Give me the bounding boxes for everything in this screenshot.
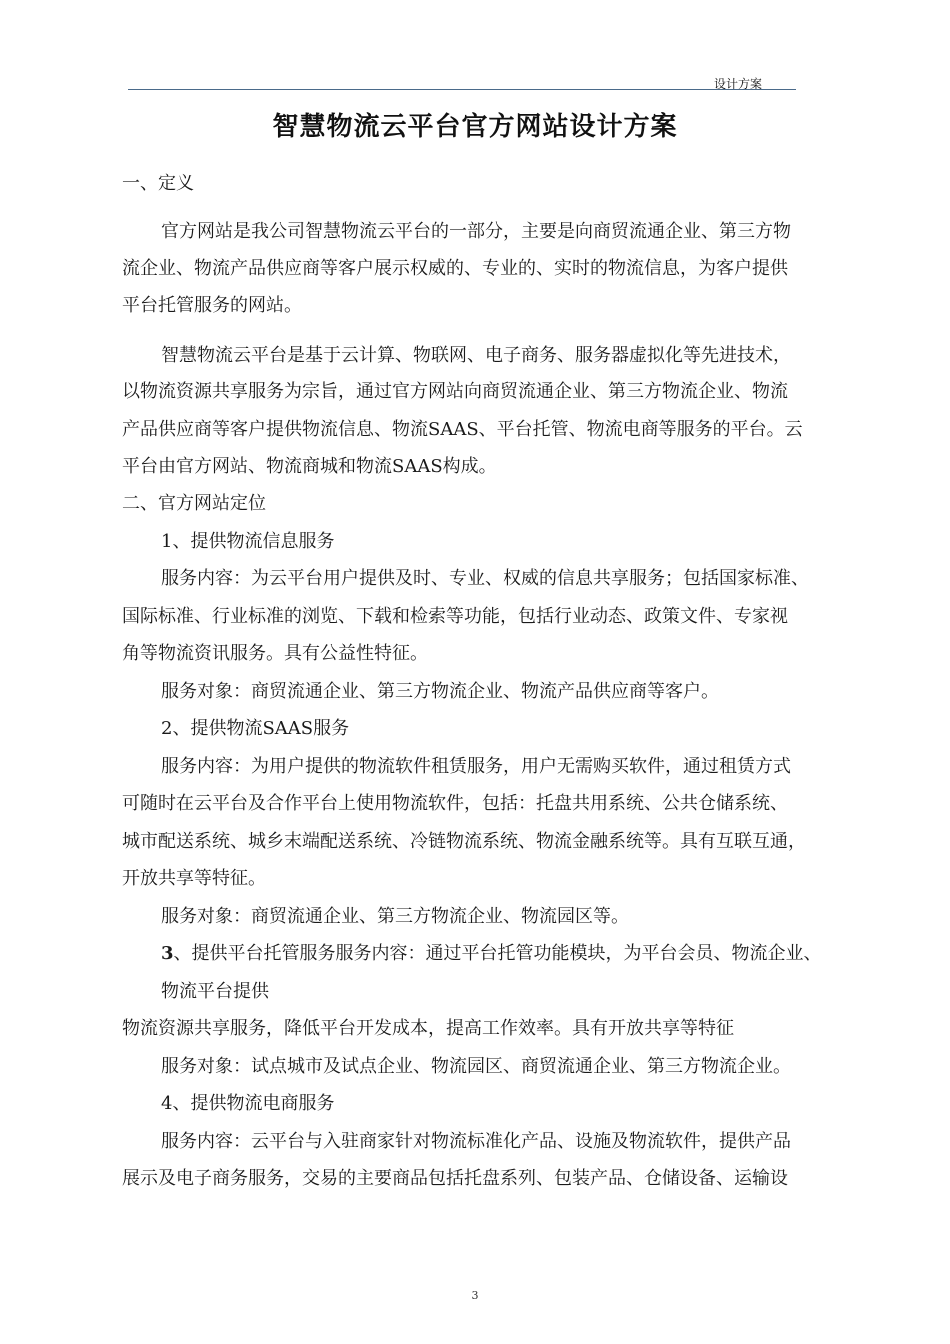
paragraph-line: 角等物流资讯服务。具有公益性特征。: [122, 643, 428, 664]
item-heading: 2、提供物流SAAS服务: [161, 718, 350, 739]
service-target-line: 服务对象：商贸流通企业、第三方物流企业、物流园区等。: [161, 906, 629, 927]
paragraph-line: 展示及电子商务服务，交易的主要商品包括托盘系列、包装产品、仓储设备、运输设: [122, 1168, 788, 1189]
service-target-line: 服务对象：试点城市及试点企业、物流园区、商贸流通企业、第三方物流企业。: [161, 1056, 791, 1077]
paragraph-line: 国际标准、行业标准的浏览、下载和检索等功能，包括行业动态、政策文件、专家视: [122, 606, 788, 627]
paragraph-line: 城市配送系统、城乡末端配送系统、冷链物流系统、物流金融系统等。具有互联互通，: [122, 831, 806, 852]
paragraph-line: 官方网站是我公司智慧物流云平台的一部分，主要是向商贸流通企业、第三方物: [161, 221, 791, 242]
paragraph-line: 以物流资源共享服务为宗旨，通过官方网站向商贸流通企业、第三方物流企业、物流: [122, 381, 788, 402]
item-number: 3: [161, 943, 174, 964]
item-heading: 1、提供物流信息服务: [161, 531, 335, 552]
paragraph-line: 物流资源共享服务，降低平台开发成本，提高工作效率。具有开放共享等特征: [122, 1018, 734, 1039]
paragraph-line: 平台由官方网站、物流商城和物流SAAS构成。: [122, 456, 497, 477]
paragraph-line: 产品供应商等客户提供物流信息、物流SAAS、平台托管、物流电商等服务的平台。云: [122, 419, 803, 440]
header-rule: [128, 89, 796, 90]
section-heading-definition: 一、定义: [122, 173, 194, 194]
paragraph-line: 可随时在云平台及合作平台上使用物流软件，包括：托盘共用系统、公共仓储系统、: [122, 793, 788, 814]
paragraph-line: 服务内容：云平台与入驻商家针对物流标准化产品、设施及物流软件，提供产品: [161, 1131, 791, 1152]
paragraph-line: 流企业、物流产品供应商等客户展示权威的、专业的、实时的物流信息，为客户提供: [122, 258, 788, 279]
item-heading: [161, 942, 857, 966]
service-target-line: 服务对象：商贸流通企业、第三方物流企业、物流产品供应商等客户。: [161, 681, 719, 702]
paragraph-line: 智慧物流云平台是基于云计算、物联网、电子商务、服务器虚拟化等先进技术，: [161, 345, 791, 366]
item-heading: 4、提供物流电商服务: [161, 1093, 335, 1114]
paragraph-line: 服务内容：为云平台用户提供及时、专业、权威的信息共享服务；包括国家标准、: [161, 568, 809, 589]
paragraph-line: 开放共享等特征。: [122, 868, 266, 889]
item-heading-text: 、提供平台托管服务服务内容：通过平台托管功能模块，为平台会员、物流企业、: [173, 943, 822, 964]
paragraph-line: 服务内容：为用户提供的物流软件租赁服务，用户无需购买软件，通过租赁方式: [161, 756, 791, 777]
running-header: 设计方案: [714, 77, 763, 91]
document-title: 智慧物流云平台官方网站设计方案: [272, 112, 678, 142]
section-heading-positioning: 二、官方网站定位: [122, 493, 266, 514]
page-number: 3: [471, 1289, 479, 1302]
paragraph-line: 物流平台提供: [161, 981, 269, 1002]
paragraph-line: 平台托管服务的网站。: [122, 295, 302, 316]
